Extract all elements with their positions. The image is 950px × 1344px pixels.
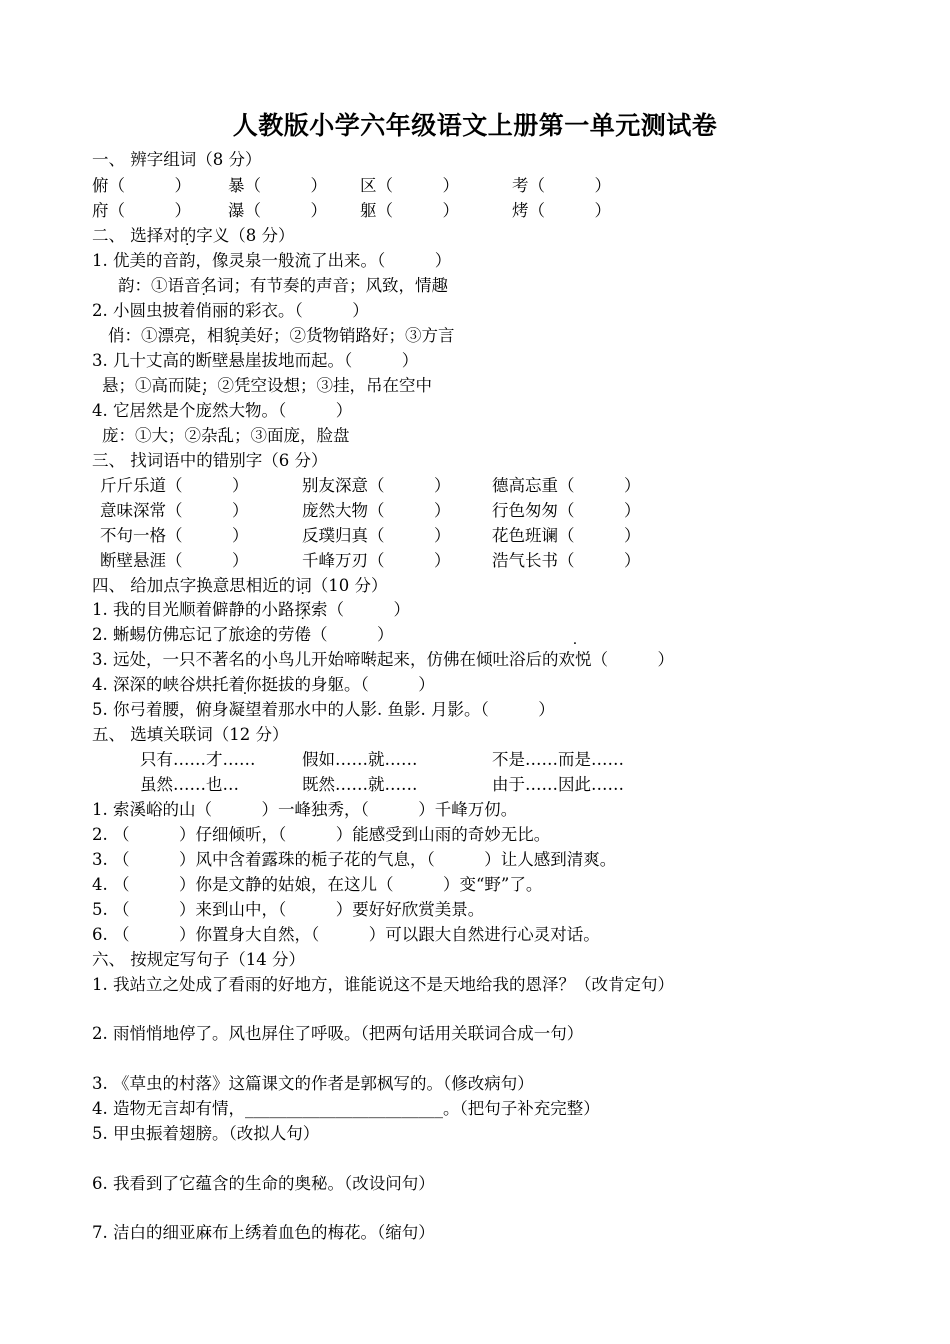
s5-q1: 1. 索溪峪的山（ ）一峰独秀，（ ）千峰万仞。	[92, 800, 518, 819]
text: 3. 几十丈高的断壁	[92, 351, 229, 370]
s5-opt-r1-c1: 只有……才……	[140, 750, 256, 769]
s4-q5	[92, 700, 555, 720]
s5-opt-r1-c2: 假如……就……	[302, 750, 418, 769]
dotted-char: 俏	[195, 301, 212, 320]
s3-r4-c3: 浩气长书（ ）	[492, 551, 641, 570]
section-2-heading: 二、 选择对的字义（8 分）	[92, 226, 295, 245]
text: 3. 远处，一只不著名的小鸟儿开始啼啭起来，仿佛在倾吐浴后的	[92, 650, 559, 669]
text: 1. 优美的音	[92, 251, 179, 270]
s2-q1-definition: 韵：①语音名词；有节奏的声音；风致，情趣	[118, 276, 448, 295]
s4-q3	[92, 650, 674, 670]
text: 4. 它居然是个	[92, 401, 196, 420]
s5-q4: 4. （ ）你是文静的姑娘，在这儿（ ）变“野”了。	[92, 875, 543, 894]
s3-r4-c2: 千峰万刃（ ）	[302, 551, 451, 570]
dotted-char: 庞	[195, 401, 212, 420]
s4-q1	[92, 600, 410, 620]
s4-q4	[92, 675, 435, 695]
s1-r1-c2: 暴（ ）	[228, 176, 327, 195]
s2-q2-definition: 俏：①漂亮，相貌美好；②货物销路好；③方言	[108, 326, 455, 345]
s5-opt-r1-c3: 不是……而是……	[492, 750, 624, 769]
s2-q3-definition: 悬；①高而陡；②凭空设想；③挂，吊在空中	[102, 376, 432, 395]
text: 然大物。（ ）	[212, 401, 353, 420]
s6-q5: 5. 甲虫振着翅膀。（改拟人句）	[92, 1124, 320, 1143]
s1-r1-c3: 区（ ）	[360, 176, 459, 195]
s2-q1	[92, 251, 451, 271]
dotted-char: 探	[294, 600, 311, 619]
dotted-char: 倦	[294, 625, 311, 644]
s1-r1-c1: 俯（ ）	[92, 176, 191, 195]
dotted-chars: 凝望	[228, 700, 262, 719]
s6-q2: 2. 雨悄悄地停了。风也屏住了呼吸。（把两句话用关联词合成一句）	[92, 1024, 584, 1043]
dotted-char: 悬	[228, 351, 245, 370]
text: 1. 我的目光顺着僻静的小路	[92, 600, 295, 619]
text: 丽的彩衣。（ ）	[212, 301, 369, 320]
s2-q2	[92, 301, 369, 321]
s5-q3: 3. （ ）风中含着露珠的栀子花的气息，（ ）让人感到清爽。	[92, 850, 617, 869]
text: （ ）	[311, 625, 394, 644]
s1-r2-c1: 府（ ）	[92, 201, 191, 220]
s5-opt-r2-c3: 由于……因此……	[492, 775, 624, 794]
section-1-heading: 一、 辨字组词（8 分）	[92, 150, 262, 169]
s6-q3: 3. 《草虫的村落》这篇课文的作者是郭枫写的。（修改病句）	[92, 1074, 534, 1093]
s2-q4	[92, 401, 352, 421]
text: 5. 你弓着腰，俯身	[92, 700, 229, 719]
s6-q1: 1. 我站立之处成了看雨的好地方，谁能说这不是天地给我的恩泽？（改肯定句）	[92, 975, 674, 994]
text: ，像灵泉一般流了出来。（ ）	[195, 251, 452, 270]
dotted-char: 挺	[261, 675, 278, 694]
s5-opt-r2-c1: 虽然……也…	[140, 775, 239, 794]
s3-r3-c1: 不句一格（ ）	[100, 526, 249, 545]
section-6-heading: 六、 按规定写句子（14 分）	[92, 950, 305, 969]
s2-q4-definition: 庞：①大；②杂乱；③面庞，脸盘	[102, 426, 350, 445]
s3-r1-c1: 斤斤乐道（ ）	[100, 476, 249, 495]
s3-r3-c3: 花色班谰（ ）	[492, 526, 641, 545]
s1-r2-c4: 烤（ ）	[512, 201, 611, 220]
s6-q6: 6. 我看到了它蕴含的生命的奥秘。（改设问句）	[92, 1174, 435, 1193]
s5-q6: 6. （ ）你置身大自然，（ ）可以跟大自然进行心灵对话。	[92, 925, 600, 944]
s3-r2-c1: 意味深常（ ）	[100, 501, 249, 520]
s5-opt-r2-c2: 既然……就……	[302, 775, 418, 794]
s1-r1-c4: 考（ ）	[512, 176, 611, 195]
s1-r2-c3: 躯（ ）	[360, 201, 459, 220]
s5-q2: 2. （ ）仔细倾听，（ ）能感受到山雨的奇妙无比。	[92, 825, 551, 844]
text: 拔的身躯。（ ）	[278, 675, 435, 694]
s5-q5: 5. （ ）来到山中，（ ）要好好欣赏美景。	[92, 900, 485, 919]
page-title: 人教版小学六年级语文上册第一单元测试卷	[232, 111, 718, 140]
text: 着那水中的人影. 鱼影. 月影。（ ）	[261, 700, 555, 719]
section-3-heading: 三、 找词语中的错别字（6 分）	[92, 451, 328, 470]
s3-r4-c1: 断壁悬涯（ ）	[100, 551, 249, 570]
s1-r2-c2: 瀑（ ）	[228, 201, 327, 220]
text: 索（ ）	[311, 600, 410, 619]
s6-q7: 7. 洁白的细亚麻布上绣着血色的梅花。（缩句）	[92, 1223, 435, 1242]
text: 2. 小圆虫披着	[92, 301, 196, 320]
dotted-chars: 欢悦	[558, 650, 592, 669]
s3-r3-c2: 反璞归真（ ）	[302, 526, 451, 545]
section-5-heading: 五、 选填关联词（12 分）	[92, 725, 289, 744]
s3-r2-c2: 庞然大物（ ）	[302, 501, 451, 520]
s6-q4: 4. 造物无言却有情，________________________。（把句子补充完整）	[92, 1099, 600, 1118]
text: （ ）	[591, 650, 674, 669]
text: 崖拔地而起。（ ）	[245, 351, 419, 370]
s3-r1-c3: 德高忘重（ ）	[492, 476, 641, 495]
section-4-heading: 四、 给加点字换意思相近的词（10 分）	[92, 576, 388, 595]
s2-q3	[92, 351, 418, 371]
text: 2. 蜥蜴仿佛忘记了旅途的劳	[92, 625, 295, 644]
s4-q2	[92, 625, 394, 645]
dotted-char: 韵	[179, 251, 196, 270]
s3-r2-c3: 行色匆匆（ ）	[492, 501, 641, 520]
text: 4. 深深的峡谷烘托着你	[92, 675, 262, 694]
s3-r1-c2: 别友深意（ ）	[302, 476, 451, 495]
